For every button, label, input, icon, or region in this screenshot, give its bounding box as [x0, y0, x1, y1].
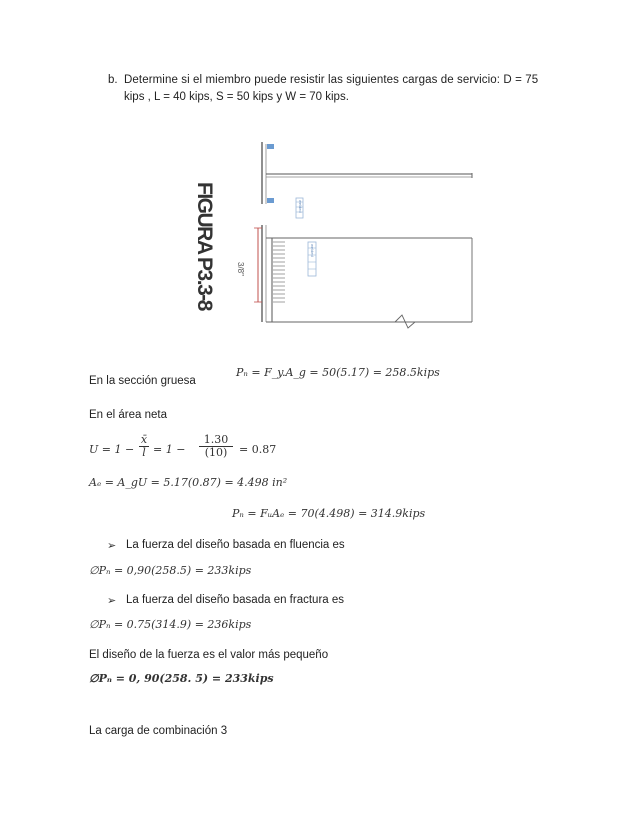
u-lhs: U = 1 − — [89, 443, 135, 456]
side-mark: 3/8" — [236, 262, 245, 276]
yield-label: La fuerza del diseño basada en fluencia es — [126, 539, 345, 551]
item-b-line-2: kips , L = 40 kips, S = 50 kips y W = 70 kips. — [124, 91, 349, 103]
weld-hatch — [273, 242, 285, 302]
gross-section-formula: Pₙ = F_y.A_g = 50(5.17) = 258.5kips — [236, 366, 440, 379]
figure-label: FIGURA P3.3-8 — [193, 182, 216, 310]
pn-net-formula: Pₙ = FᵤAₑ = 70(4.498) = 314.9kips — [232, 507, 426, 520]
gross-section-label: En la sección gruesa — [89, 375, 196, 387]
fracture-label: La fuerza del diseño basada en fractura es — [126, 594, 345, 606]
u-frac-2-num: 1.30 — [203, 433, 229, 446]
figure-p3-3-8 — [180, 130, 480, 355]
ae-formula: Aₑ = A_gU = 5.17(0.87) = 4.498 in² — [89, 476, 288, 489]
yield-bullet: ➢ — [107, 540, 117, 552]
conclusion-label: El diseño de la fuerza es el valor más pequeño — [89, 649, 329, 661]
combination-label: La carga de combinación 3 — [89, 725, 228, 737]
net-area-label: En el área neta — [89, 409, 168, 421]
conclusion-formula: ∅Pₙ = 0, 90(258. 5) = 233kips — [89, 672, 274, 685]
u-eq-mid: = 1 − — [153, 443, 186, 456]
yield-formula: ∅Pₙ = 0,90(258.5) = 233kips — [89, 564, 252, 577]
u-frac-2 — [199, 434, 233, 459]
hatch-label-2: welded — [310, 244, 315, 257]
fracture-formula: ∅Pₙ = 0.75(314.9) = 236kips — [89, 618, 252, 631]
u-frac-1-num: x̄ — [140, 433, 148, 446]
u-frac-1-den: l — [142, 446, 146, 459]
item-b-line-1: Determine si el miembro puede resistir las siguientes cargas de servicio: D = 75 — [124, 74, 539, 86]
fracture-bullet: ➢ — [107, 595, 117, 607]
u-result: = 0.87 — [239, 443, 277, 456]
u-frac-1 — [139, 434, 149, 459]
item-b-marker: b. — [108, 74, 118, 86]
hatch-label-1: welded — [298, 200, 303, 213]
u-frac-2-den: (10) — [204, 446, 228, 459]
